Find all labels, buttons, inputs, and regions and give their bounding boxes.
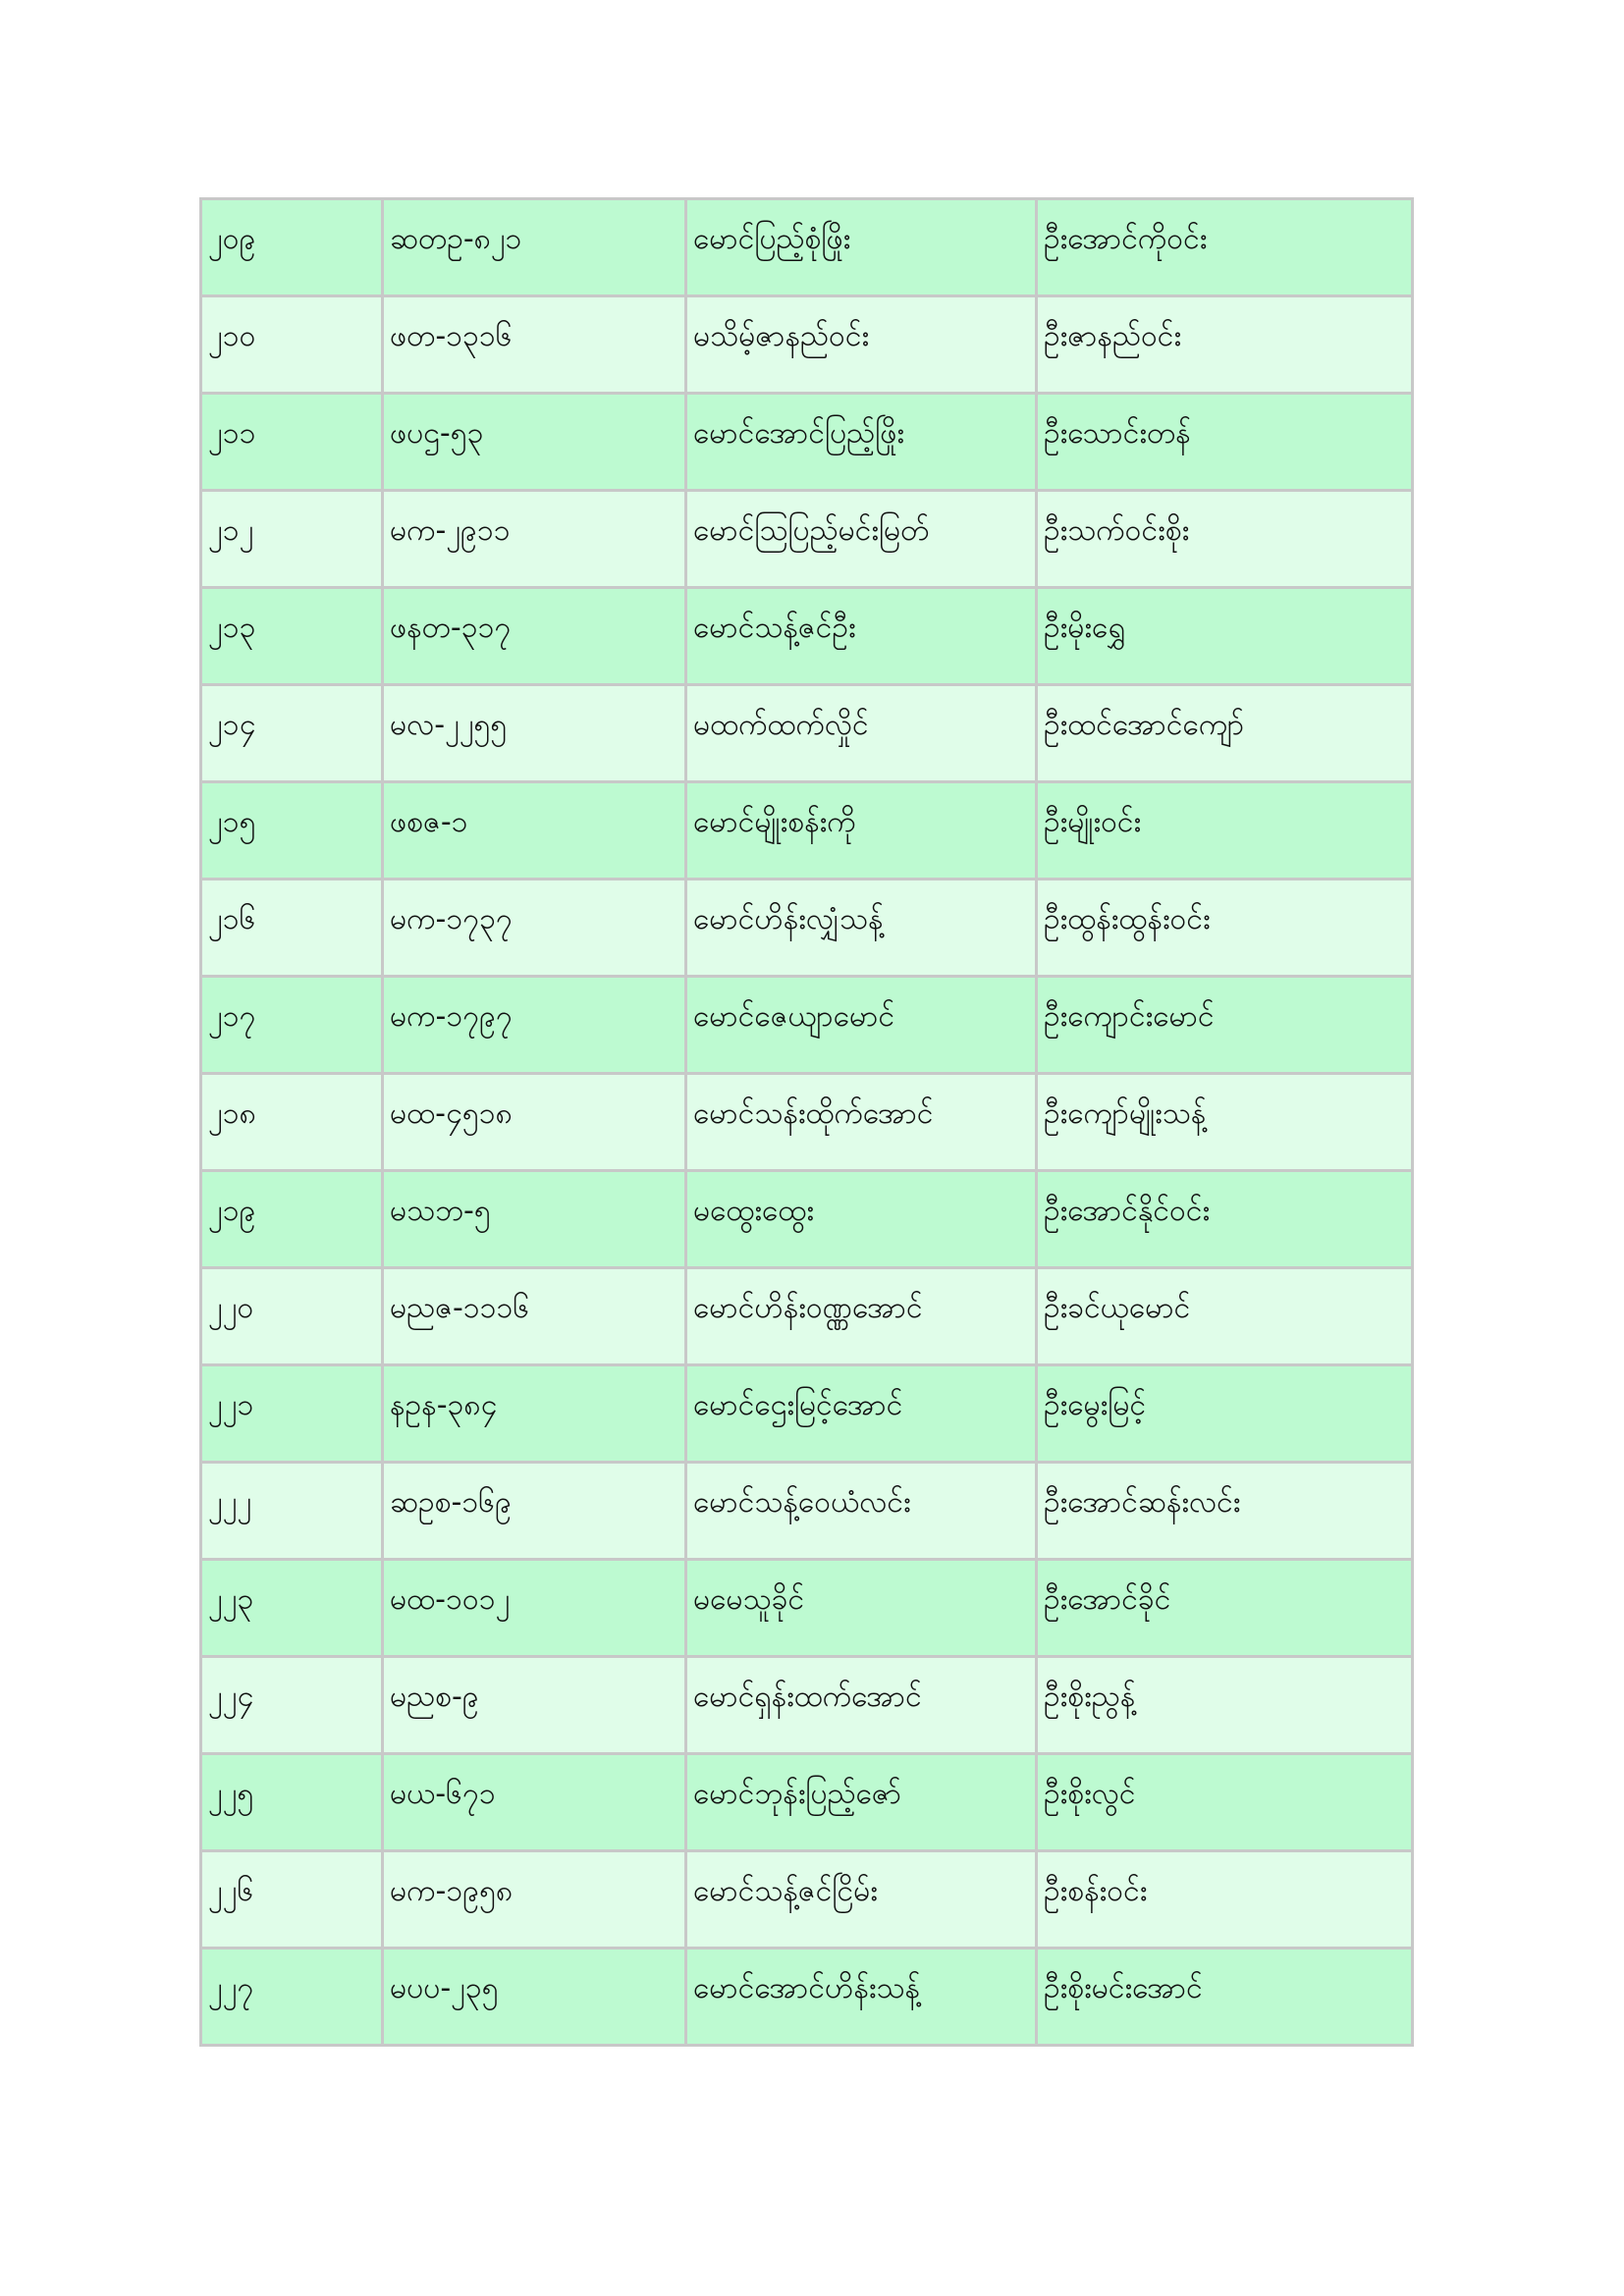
father-name-cell: ဦးအောင်နိုင်ဝင်း xyxy=(1038,1172,1414,1269)
student-name-cell: မောင်ဟိန်းဝဏ္ဏအောင် xyxy=(687,1269,1038,1366)
father-name-cell: ဦးမိုးရွှေ xyxy=(1038,589,1414,686)
father-name-cell: ဦးကျောင်းမောင် xyxy=(1038,978,1414,1075)
father-name-cell: ဦးကျော်မျိုးသန့် xyxy=(1038,1075,1414,1172)
father-name-cell: ဦးသက်ဝင်းစိုး xyxy=(1038,492,1414,589)
row-number-cell: ၂၁၀ xyxy=(202,297,384,395)
father-name-cell: ဦးအောင်ဆန်းလင်း xyxy=(1038,1464,1414,1561)
row-number-cell: ၂၂၇ xyxy=(202,1949,384,2047)
table-row xyxy=(202,297,1414,395)
row-number-cell: ၂၁၅ xyxy=(202,783,384,881)
registration-number-cell: ဆတဥ-၈၂၁ xyxy=(384,200,687,297)
table-row xyxy=(202,1464,1414,1561)
father-name-cell: ဦးအောင်ကိုဝင်း xyxy=(1038,200,1414,297)
row-number-cell: ၂၁၄ xyxy=(202,686,384,783)
father-name-cell: ဦးမျိုးဝင်း xyxy=(1038,783,1414,881)
table-row xyxy=(202,686,1414,783)
student-name-cell: မောင်ဘုန်းပြည့်ဇော် xyxy=(687,1755,1038,1852)
registration-number-cell: မပပ-၂၃၅ xyxy=(384,1949,687,2047)
row-number-cell: ၂၁၂ xyxy=(202,492,384,589)
row-number-cell: ၂၀၉ xyxy=(202,200,384,297)
registration-number-cell: မယ-၆၇၁ xyxy=(384,1755,687,1852)
table-row xyxy=(202,1172,1414,1269)
father-name-cell: ဦးထွန်းထွန်းဝင်း xyxy=(1038,881,1414,978)
table-row xyxy=(202,881,1414,978)
father-name-cell: ဦးအောင်ခိုင် xyxy=(1038,1561,1414,1658)
registration-number-cell: မလ-၂၂၅၅ xyxy=(384,686,687,783)
table-row xyxy=(202,978,1414,1075)
student-name-cell: မမေသူခိုင် xyxy=(687,1561,1038,1658)
row-number-cell: ၂၂၂ xyxy=(202,1464,384,1561)
student-name-cell: မောင်အောင်ပြည့်ဖြိုး xyxy=(687,395,1038,492)
row-number-cell: ၂၁၈ xyxy=(202,1075,384,1172)
father-name-cell: ဦးစန်းဝင်း xyxy=(1038,1852,1414,1949)
table-row xyxy=(202,492,1414,589)
father-name-cell: ဦးသောင်းတန် xyxy=(1038,395,1414,492)
father-name-cell: ဦးစိုးမင်းအောင် xyxy=(1038,1949,1414,2047)
registration-number-cell: ဖတ-၁၃၁၆ xyxy=(384,297,687,395)
row-number-cell: ၂၁၆ xyxy=(202,881,384,978)
registration-number-cell: မက-၁၇၃၇ xyxy=(384,881,687,978)
row-number-cell: ၂၂၆ xyxy=(202,1852,384,1949)
father-name-cell: ဦးစိုးလွင် xyxy=(1038,1755,1414,1852)
row-number-cell: ၂၁၉ xyxy=(202,1172,384,1269)
father-name-cell: ဦးမွေးမြင့် xyxy=(1038,1366,1414,1464)
student-name-cell: မောင်ဟိန်းလျှံသန့် xyxy=(687,881,1038,978)
row-number-cell: ၂၁၃ xyxy=(202,589,384,686)
row-number-cell: ၂၂၄ xyxy=(202,1658,384,1755)
student-name-cell: မောင်ဌေးမြင့်အောင် xyxy=(687,1366,1038,1464)
student-name-cell: မောင်သန့်ဇင်ဦး xyxy=(687,589,1038,686)
table-row xyxy=(202,783,1414,881)
table-row xyxy=(202,1269,1414,1366)
student-name-cell: မထက်ထက်လှိုင် xyxy=(687,686,1038,783)
registration-number-cell: ဆဥစ-၁၆၉ xyxy=(384,1464,687,1561)
student-name-cell: မောင်သြပြည့်မင်းမြတ် xyxy=(687,492,1038,589)
student-name-cell: မောင်ဇေယျာမောင် xyxy=(687,978,1038,1075)
registration-number-cell: မထ-၄၅၁၈ xyxy=(384,1075,687,1172)
father-name-cell: ဦးထင်အောင်ကျော် xyxy=(1038,686,1414,783)
registration-number-cell: ဖစဇ-၁ xyxy=(384,783,687,881)
row-number-cell: ၂၂၃ xyxy=(202,1561,384,1658)
student-name-cell: မောင်မျိုးစန်းကို xyxy=(687,783,1038,881)
row-number-cell: ၂၂၁ xyxy=(202,1366,384,1464)
table-row xyxy=(202,1366,1414,1464)
father-name-cell: ဦးဇာနည်ဝင်း xyxy=(1038,297,1414,395)
registration-number-cell: မညဇ-၁၁၁၆ xyxy=(384,1269,687,1366)
student-name-cell: မောင်သန်းထိုက်အောင် xyxy=(687,1075,1038,1172)
registration-number-cell: မသဘ-၅ xyxy=(384,1172,687,1269)
registration-number-cell: မက-၂၉၁၁ xyxy=(384,492,687,589)
row-number-cell: ၂၁၁ xyxy=(202,395,384,492)
father-name-cell: ဦးခင်ယုမောင် xyxy=(1038,1269,1414,1366)
registration-number-cell: နဥန-၃၈၄ xyxy=(384,1366,687,1464)
registration-number-cell: ဖနတ-၃၁၇ xyxy=(384,589,687,686)
table-row xyxy=(202,1755,1414,1852)
student-name-cell: မောင်သန့်ဇင်ငြိမ်း xyxy=(687,1852,1038,1949)
row-number-cell: ၂၁၇ xyxy=(202,978,384,1075)
student-name-cell: မောင်ရှန်းထက်အောင် xyxy=(687,1658,1038,1755)
student-name-cell: မောင်ပြည့်စုံဖြိုး xyxy=(687,200,1038,297)
table-row xyxy=(202,200,1414,297)
registration-number-cell: မညစ-၉ xyxy=(384,1658,687,1755)
registration-number-cell: မက-၁၉၅၈ xyxy=(384,1852,687,1949)
table-row xyxy=(202,1561,1414,1658)
table-row xyxy=(202,1949,1414,2047)
table-row xyxy=(202,1658,1414,1755)
row-number-cell: ၂၂၀ xyxy=(202,1269,384,1366)
father-name-cell: ဦးစိုးညွန့် xyxy=(1038,1658,1414,1755)
student-name-cell: မောင်သန့်ဝေယံလင်း xyxy=(687,1464,1038,1561)
registration-number-cell: မထ-၁၀၁၂ xyxy=(384,1561,687,1658)
registration-number-cell: ဖပဌ-၅၃ xyxy=(384,395,687,492)
student-name-cell: မထွေးထွေး xyxy=(687,1172,1038,1269)
registration-number-cell: မက-၁၇၉၇ xyxy=(384,978,687,1075)
table-row xyxy=(202,589,1414,686)
data-table xyxy=(199,197,1414,2047)
row-number-cell: ၂၂၅ xyxy=(202,1755,384,1852)
student-name-cell: မသိမ့်ဇာနည်ဝင်း xyxy=(687,297,1038,395)
table-row xyxy=(202,1852,1414,1949)
student-name-cell: မောင်အောင်ဟိန်းသန့် xyxy=(687,1949,1038,2047)
table-row xyxy=(202,395,1414,492)
table-row xyxy=(202,1075,1414,1172)
